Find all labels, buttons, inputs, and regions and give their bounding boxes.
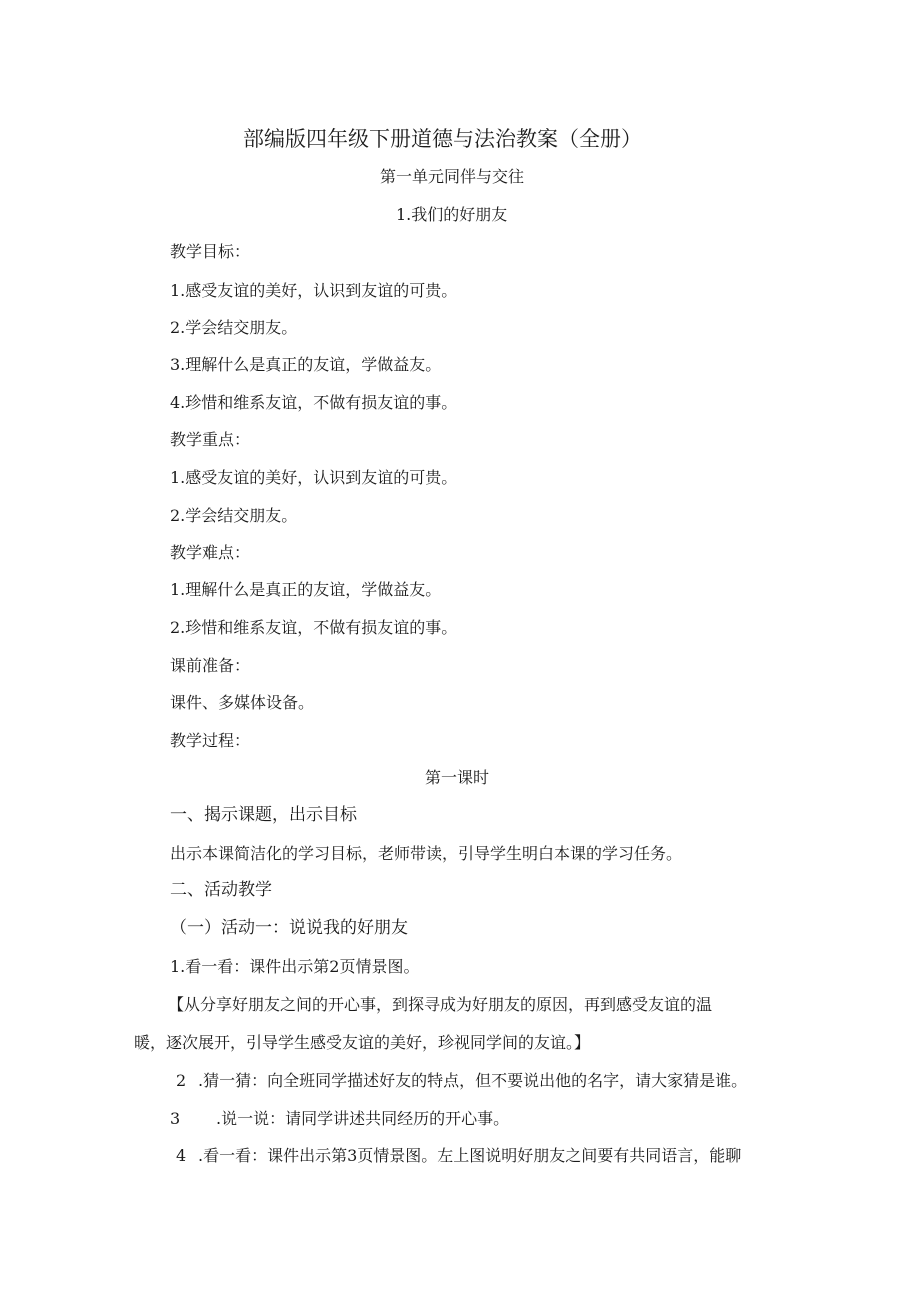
section2-heading: 二、活动教学: [170, 880, 272, 900]
preparation-text: 课件、多媒体设备。: [170, 693, 315, 712]
key-point-item: 2.学会结交朋友。: [170, 506, 298, 525]
step-4-text: .看一看：课件出示第3页情景图。左上图说明好朋友之间要有共同语言，能聊: [198, 1146, 742, 1165]
objective-item: 2.学会结交朋友。: [170, 318, 298, 337]
section1-text: 出示本课简洁化的学习目标，老师带读，引导学生明白本课的学习任务。: [170, 844, 683, 863]
note-line-2: 暖，逐次展开，引导学生感受友谊的美好，珍视同学间的友谊。】: [134, 1033, 591, 1052]
objective-item: 4.珍惜和维系友谊，不做有损友谊的事。: [170, 393, 458, 412]
difficulty-item: 1.理解什么是真正的友谊，学做益友。: [170, 580, 442, 599]
unit-heading: 第一单元同伴与交往: [380, 167, 525, 186]
objectives-heading: 教学目标：: [170, 242, 251, 261]
preparation-heading: 课前准备：: [170, 656, 251, 675]
key-points-heading: 教学重点：: [170, 430, 251, 449]
lesson-heading: 1.我们的好朋友: [396, 205, 508, 224]
process-heading: 教学过程：: [170, 731, 251, 750]
note-line-1: 【从分享好朋友之间的开心事，到探寻成为好朋友的原因，再到感受友谊的温: [168, 995, 713, 1014]
step-3-number: 3: [170, 1109, 181, 1128]
period-heading: 第一课时: [425, 768, 490, 787]
step-2-text: .猜一猜：向全班同学描述好友的特点，但不要说出他的名字，请大家猜是谁。: [198, 1071, 748, 1090]
section1-heading: 一、揭示课题，出示目标: [170, 805, 357, 825]
objective-item: 1.感受友谊的美好，认识到友谊的可贵。: [170, 281, 458, 300]
step-3-text: .说一说：请同学讲述共同经历的开心事。: [216, 1109, 510, 1128]
activity1-heading: （一）活动一：说说我的好朋友: [170, 918, 408, 938]
difficulties-heading: 教学难点：: [170, 543, 251, 562]
step-1: 1.看一看：课件出示第2页情景图。: [170, 957, 420, 976]
difficulty-item: 2.珍惜和维系友谊，不做有损友谊的事。: [170, 618, 458, 637]
step-2-number: 2: [176, 1071, 187, 1090]
step-4-number: 4: [176, 1146, 187, 1165]
document-title: 部编版四年级下册道德与法治教案（全册）: [243, 127, 642, 151]
key-point-item: 1.感受友谊的美好，认识到友谊的可贵。: [170, 468, 458, 487]
objective-item: 3.理解什么是真正的友谊，学做益友。: [170, 355, 442, 374]
